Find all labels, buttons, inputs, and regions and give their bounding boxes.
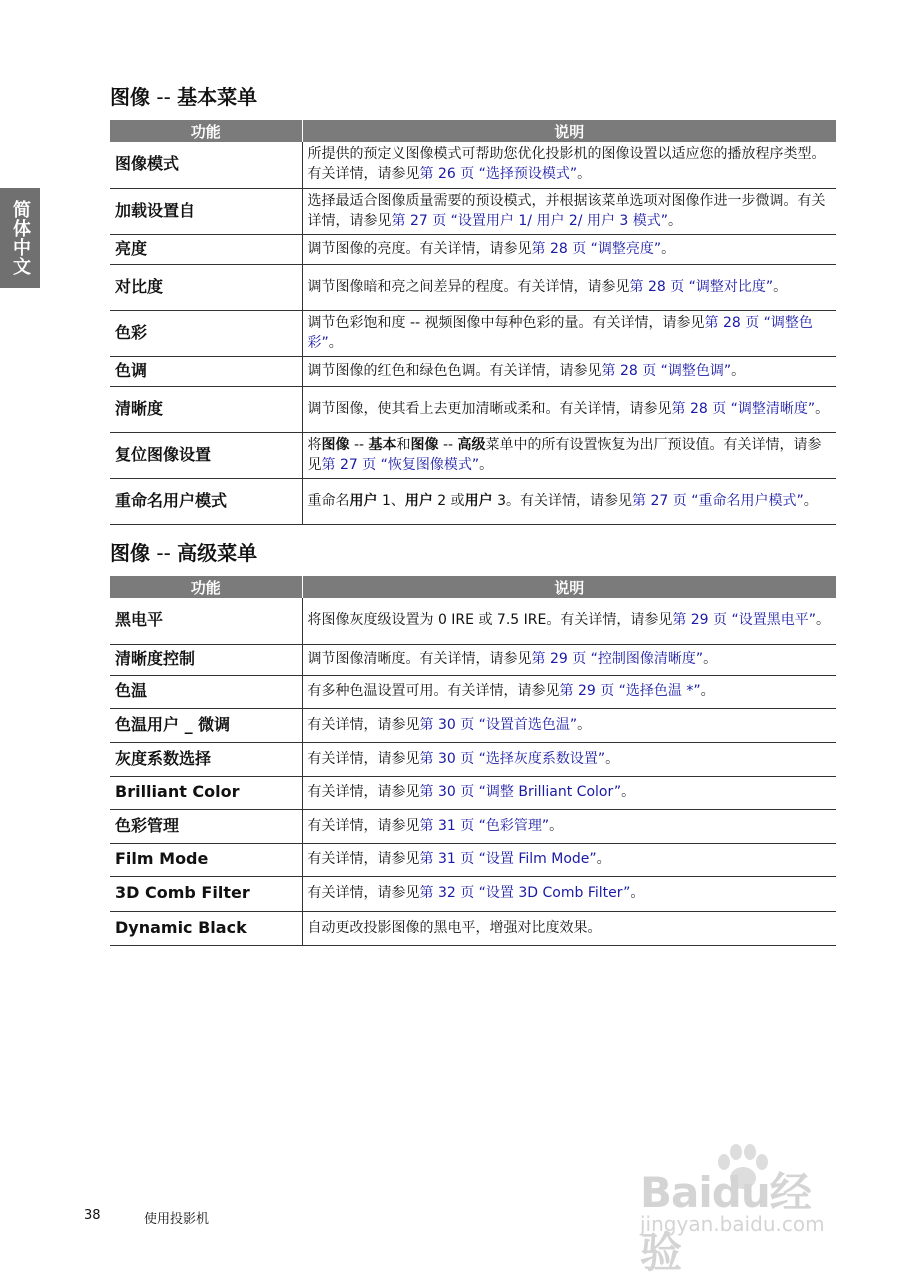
table-row xyxy=(110,142,836,188)
function-name: 清晰度 xyxy=(110,386,302,432)
function-description: 调节图像清晰度。有关详情，请参见第 29 页 “控制图像清晰度”。 xyxy=(302,644,836,675)
page-reference-link[interactable]: 第 28 页 “调整色彩” xyxy=(307,314,813,351)
function-name: 色温用户 _ 微调 xyxy=(110,708,302,742)
page-reference-link[interactable]: 第 27 页 “设置用户 1/ 用户 2/ 用户 3 模式” xyxy=(391,212,669,229)
language-label: 简体中文 xyxy=(10,200,31,276)
footer-section-title: 使用投影机 xyxy=(144,1212,210,1227)
advanced-menu-title: 图像 -- 高级菜单 xyxy=(110,541,258,565)
function-name: Film Mode xyxy=(110,843,302,876)
page-reference-link[interactable]: 第 28 页 “调整亮度” xyxy=(531,240,662,257)
function-header: 功能 xyxy=(110,120,302,142)
function-name: 亮度 xyxy=(110,234,302,264)
table-row xyxy=(110,876,836,911)
function-name: Brilliant Color xyxy=(110,776,302,809)
watermark-url: jingyan.baidu.com xyxy=(640,1212,825,1236)
function-description: 有关详情，请参见第 31 页 “色彩管理”。 xyxy=(302,809,836,843)
function-name: 黑电平 xyxy=(110,598,302,644)
table-row xyxy=(110,432,836,478)
function-description: 有关详情，请参见第 30 页 “设置首选色温”。 xyxy=(302,708,836,742)
table-row xyxy=(110,809,836,843)
function-description: 调节图像，使其看上去更加清晰或柔和。有关详情，请参见第 28 页 “调整清晰度”。 xyxy=(302,386,836,432)
function-name: 灰度系数选择 xyxy=(110,742,302,776)
table-row xyxy=(110,911,836,945)
table-row xyxy=(110,478,836,524)
page-reference-link[interactable]: 第 29 页 “控制图像清晰度” xyxy=(531,651,704,667)
page-reference-link[interactable]: 第 32 页 “设置 3D Comb Filter” xyxy=(419,885,631,901)
function-name: 图像模式 xyxy=(110,142,302,188)
function-name: 复位图像设置 xyxy=(110,432,302,478)
page-reference-link[interactable]: 第 30 页 “设置首选色温” xyxy=(419,716,578,733)
page-reference-link[interactable]: 第 31 页 “色彩管理” xyxy=(419,817,550,834)
table-row xyxy=(110,188,836,234)
table-row xyxy=(110,310,836,356)
baidu-watermark xyxy=(640,1150,850,1277)
table-row xyxy=(110,644,836,675)
page-reference-link[interactable]: 第 29 页 “设置黑电平” xyxy=(672,612,816,629)
function-description: 调节图像的亮度。有关详情，请参见第 28 页 “调整亮度”。 xyxy=(302,234,836,264)
function-name: 色彩管理 xyxy=(110,809,302,843)
page-reference-link[interactable]: 第 28 页 “调整对比度” xyxy=(629,278,774,295)
basic-table-header xyxy=(110,120,836,142)
function-name: 重命名用户模式 xyxy=(110,478,302,524)
basic-menu-title: 图像 -- 基本菜单 xyxy=(110,85,258,109)
table-row xyxy=(110,234,836,264)
description-header: 说明 xyxy=(302,576,836,598)
function-header: 功能 xyxy=(110,576,302,598)
advanced-table-header xyxy=(110,576,836,598)
function-name: 清晰度控制 xyxy=(110,644,302,675)
table-row xyxy=(110,598,836,644)
table-row xyxy=(110,776,836,809)
function-description: 有多种色温设置可用。有关详情，请参见第 29 页 “选择色温 *”。 xyxy=(302,675,836,708)
page-reference-link[interactable]: 第 30 页 “调整 Brilliant Color” xyxy=(419,784,622,800)
table-row xyxy=(110,386,836,432)
function-description: 将图像灰度级设置为 0 IRE 或 7.5 IRE。有关详情，请参见第 29 页 “设置黑电平”。 xyxy=(302,598,836,644)
advanced-menu-table xyxy=(110,576,836,946)
function-description: 有关详情，请参见第 30 页 “调整 Brilliant Color”。 xyxy=(302,776,836,809)
function-description: 选择最适合图像质量需要的预设模式，并根据该菜单选项对图像作进一步微调。有关详情，请参见第 27 页 “设置用户 1/ 用户 2/ 用户 3 模式”。 xyxy=(302,188,836,234)
page-reference-link[interactable]: 第 31 页 “设置 Film Mode” xyxy=(419,851,597,867)
function-description: 调节色彩饱和度 -- 视频图像中每种色彩的量。有关详情，请参见第 28 页 “调整色彩”。 xyxy=(302,310,836,356)
function-name: 色彩 xyxy=(110,310,302,356)
function-name: 3D Comb Filter xyxy=(110,876,302,911)
function-description: 有关详情，请参见第 31 页 “设置 Film Mode”。 xyxy=(302,843,836,876)
description-header: 说明 xyxy=(302,120,836,142)
function-name: 色温 xyxy=(110,675,302,708)
function-description: 重命名用户 1、用户 2 或用户 3。有关详情，请参见第 27 页 “重命名用户模式”。 xyxy=(302,478,836,524)
table-row xyxy=(110,675,836,708)
function-description: 所提供的预定义图像模式可帮助您优化投影机的图像设置以适应您的播放程序类型。有关详情，请参见第 26 页 “选择预设模式”。 xyxy=(302,142,836,188)
page-reference-link[interactable]: 第 27 页 “重命名用户模式” xyxy=(632,492,804,509)
function-description: 调节图像的红色和绿色色调。有关详情，请参见第 28 页 “调整色调”。 xyxy=(302,356,836,386)
function-description: 有关详情，请参见第 32 页 “设置 3D Comb Filter”。 xyxy=(302,876,836,911)
function-name: Dynamic Black xyxy=(110,911,302,945)
watermark-logo: Baidu经验 xyxy=(640,1168,811,1277)
function-name: 加载设置自 xyxy=(110,188,302,234)
page-reference-link[interactable]: 第 29 页 “选择色温 *” xyxy=(559,683,701,699)
table-row xyxy=(110,356,836,386)
page-reference-link[interactable]: 第 28 页 “调整色调” xyxy=(601,362,732,379)
page-reference-link[interactable]: 第 27 页 “恢复图像模式” xyxy=(321,456,480,473)
page-number: 38 xyxy=(84,1208,101,1223)
table-row xyxy=(110,742,836,776)
function-description: 有关详情，请参见第 30 页 “选择灰度系数设置”。 xyxy=(302,742,836,776)
function-description: 将图像 -- 基本和图像 -- 高级菜单中的所有设置恢复为出厂预设值。有关详情，请参见第 27 页 “恢复图像模式”。 xyxy=(302,432,836,478)
page-reference-link[interactable]: 第 26 页 “选择预设模式” xyxy=(419,166,578,183)
function-name: 色调 xyxy=(110,356,302,386)
function-description: 调节图像暗和亮之间差异的程度。有关详情，请参见第 28 页 “调整对比度”。 xyxy=(302,264,836,310)
function-description: 自动更改投影图像的黑电平，增强对比度效果。 xyxy=(302,911,836,945)
table-row xyxy=(110,843,836,876)
page-reference-link[interactable]: 第 30 页 “选择灰度系数设置” xyxy=(419,750,606,767)
function-name: 对比度 xyxy=(110,264,302,310)
table-row xyxy=(110,708,836,742)
language-side-tab xyxy=(0,188,40,288)
page-reference-link[interactable]: 第 28 页 “调整清晰度” xyxy=(671,400,816,417)
basic-menu-table xyxy=(110,120,836,525)
table-row xyxy=(110,264,836,310)
